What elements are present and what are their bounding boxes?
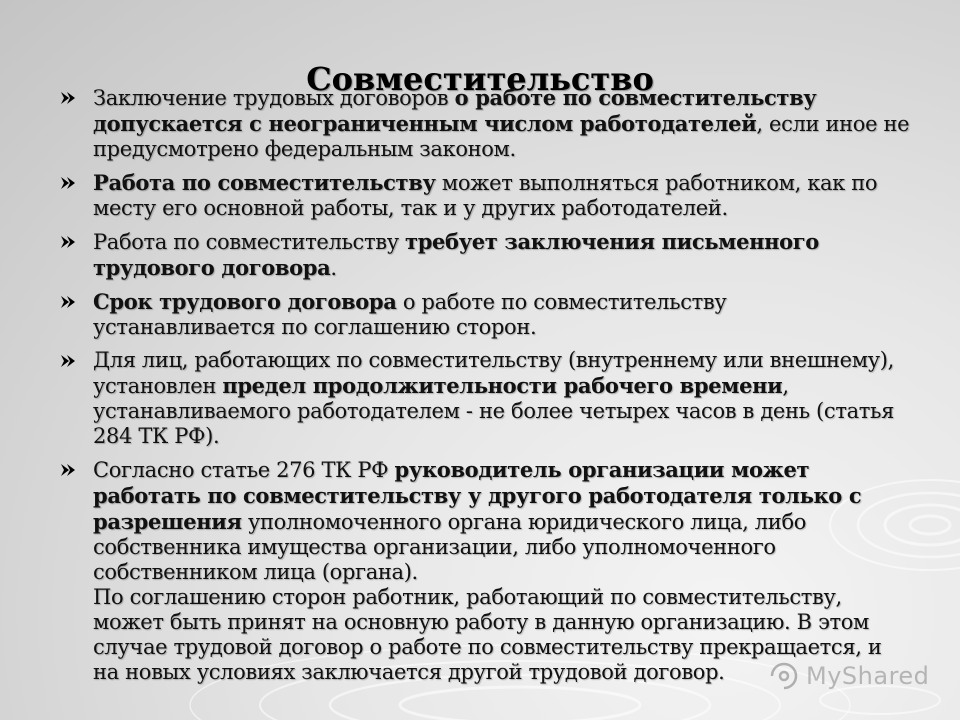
bullet-continuation: По соглашению сторон работник, работающий по совместительству, может быть принят на основную работу в данную организацию. В этом случае трудовой договор о работе по совместительству прекращается, и на новых условиях заключается другой трудовой договор. <box>93 585 882 684</box>
myshared-logo-icon <box>768 660 800 692</box>
bullet-text: Работа по совместительству требует заключения письменного трудового договора. <box>93 229 819 280</box>
bullet-item <box>60 85 910 162</box>
arrow-bullet-icon <box>60 235 76 249</box>
bullet-item <box>60 348 910 449</box>
bullet-item <box>60 229 910 281</box>
arrow-bullet-icon <box>60 91 76 105</box>
bullet-item <box>60 457 910 685</box>
bullet-text: Для лиц, работающих по совместительству (внутреннему или внешнему), установлен предел продолжительности рабочего времени, устанавливаемого работодателем - не более четырех часов в день (статья 284 ТК РФ). <box>93 348 895 448</box>
bullet-text: Срок трудового договора о работе по совместительству устанавливается по соглашению сторон. <box>93 289 727 339</box>
arrow-bullet-icon <box>60 295 76 309</box>
bullet-text: Работа по совместительству может выполняться работником, как по месту его основной работы, так и у других работодателей. <box>93 170 878 220</box>
arrow-bullet-icon <box>60 463 76 477</box>
watermark-text: MyShared <box>806 662 930 690</box>
arrow-bullet-icon <box>60 176 76 190</box>
bullet-text: Согласно статье 276 ТК РФ руководитель организации может работать по совместительству у другого работодателя только с разрешения уполномоченного органа юридического лица, либо собственника имущества организации, либо уполномоченного собственником лица (органа). <box>93 457 862 584</box>
arrow-bullet-icon <box>60 354 76 368</box>
bullet-item <box>60 170 910 221</box>
bullet-text: Заключение трудовых договоров о работе по совместительству допускается с неограниченным числом работодателей, если иное не предусмотрено федеральным законом. <box>93 85 910 161</box>
slide-title: Совместительство <box>306 60 654 99</box>
bullet-item <box>60 289 910 340</box>
bullet-list <box>60 85 910 693</box>
